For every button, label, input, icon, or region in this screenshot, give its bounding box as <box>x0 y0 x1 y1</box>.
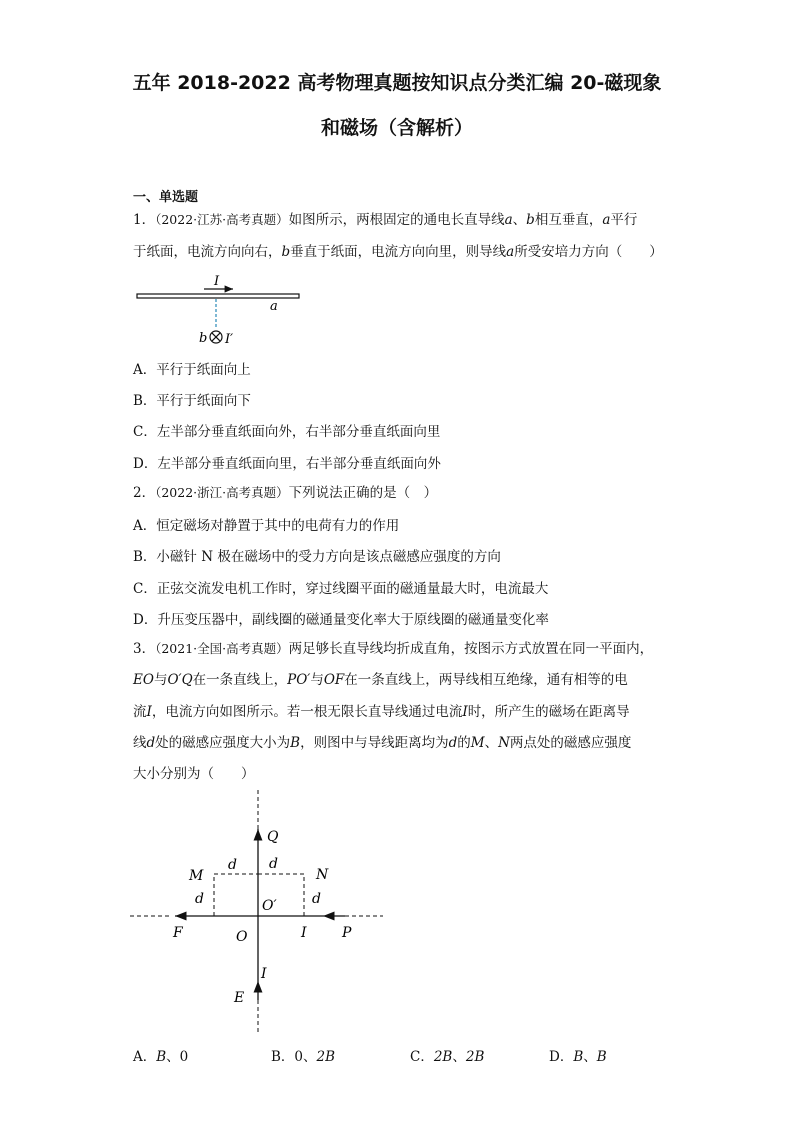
question-3-option-d[interactable]: D．B、B <box>549 1049 607 1065</box>
label-d-left: d <box>195 891 204 907</box>
wire-a <box>137 294 299 298</box>
question-3-line-2: EO与O′Q在一条直线上，PO′与OF在一条直线上，两导线相互绝缘，通有相等的电 <box>133 672 628 688</box>
label-n: N <box>316 867 329 883</box>
label-d-top-left: d <box>228 857 237 873</box>
question-1-option-a[interactable]: A．平行于纸面向上 <box>133 362 251 378</box>
question-3-option-a[interactable]: A．B、0 <box>133 1049 189 1065</box>
label-q: Q <box>267 829 279 845</box>
label-current-i-right: I <box>301 925 307 941</box>
question-3-line-3: 流I，电流方向如图所示。若一根无限长直导线通过电流I时，所产生的磁场在距离导 <box>133 704 630 720</box>
question-1-option-b[interactable]: B．平行于纸面向下 <box>133 393 251 409</box>
section-heading: 一、单选题 <box>133 190 199 205</box>
question-3-option-b[interactable]: B．0、2B <box>271 1049 336 1065</box>
label-wire-a: a <box>270 299 278 314</box>
question-source: （2022·江苏·高考真题） <box>155 212 289 227</box>
question-1-option-d[interactable]: D．左半部分垂直纸面向里，右半部分垂直纸面向外 <box>133 456 441 472</box>
question-2-option-d[interactable]: D．升压变压器中，副线圈的磁通量变化率大于原线圈的磁通量变化率 <box>133 612 549 628</box>
question-1-figure <box>130 272 310 352</box>
question-3-line-5: 大小分别为（ ） <box>133 766 255 782</box>
label-current-i-prime: I′ <box>225 332 234 347</box>
question-number: 2． <box>133 485 156 501</box>
question-2-option-a[interactable]: A．恒定磁场对静置于其中的电荷有力的作用 <box>133 518 400 534</box>
question-number: 1． <box>133 212 156 228</box>
question-number: 3． <box>133 641 156 657</box>
label-m: M <box>189 868 204 884</box>
label-d-right: d <box>312 891 321 907</box>
question-source: （2022·浙江·高考真题） <box>155 485 289 500</box>
question-source: （2021·全国·高考真题） <box>155 641 289 656</box>
label-o-prime: O′ <box>262 898 277 914</box>
document-title-line-2: 和磁场（含解析） <box>320 117 473 139</box>
question-2-option-b[interactable]: B．小磁针 N 极在磁场中的受力方向是该点磁感应强度的方向 <box>133 549 501 565</box>
question-3-line-1: 3．（2021·全国·高考真题）两足够长直导线均折成直角，按图示方式放置在同一平面内， <box>133 641 654 657</box>
document-title-line-1: 五年 2018-2022 高考物理真题按知识点分类汇编 20-磁现象 <box>132 72 662 94</box>
question-3-figure <box>125 785 390 1037</box>
question-1-option-c[interactable]: C．左半部分垂直纸面向外，右半部分垂直纸面向里 <box>133 424 441 440</box>
question-3-line-4: 线d处的磁感应强度大小为B，则图中与导线距离均为d的M、N两点处的磁感应强度 <box>133 735 632 751</box>
label-f: F <box>173 925 183 941</box>
label-current-i-bottom: I <box>261 966 267 982</box>
question-2-line-1: 2．（2022·浙江·高考真题）下列说法正确的是（ ） <box>133 485 438 501</box>
label-o: O <box>236 929 248 945</box>
question-1-line-2: 于纸面，电流方向向右，b垂直于纸面，电流方向向里，则导线a所受安培力方向（ ） <box>133 244 663 260</box>
label-d-top-right: d <box>269 856 278 872</box>
question-2-option-c[interactable]: C．正弦交流发电机工作时，穿过线圈平面的磁通量最大时，电流最大 <box>133 581 549 597</box>
label-p: P <box>342 925 352 941</box>
question-3-option-c[interactable]: C．2B、2B <box>410 1049 485 1065</box>
label-current-i: I <box>214 274 220 289</box>
label-wire-b: b <box>199 331 208 346</box>
label-e: E <box>234 990 245 1006</box>
question-1-line-1: 1．（2022·江苏·高考真题）如图所示，两根固定的通电长直导线a、b相互垂直，a平行 <box>133 212 638 228</box>
dashed-box-m <box>214 874 258 916</box>
